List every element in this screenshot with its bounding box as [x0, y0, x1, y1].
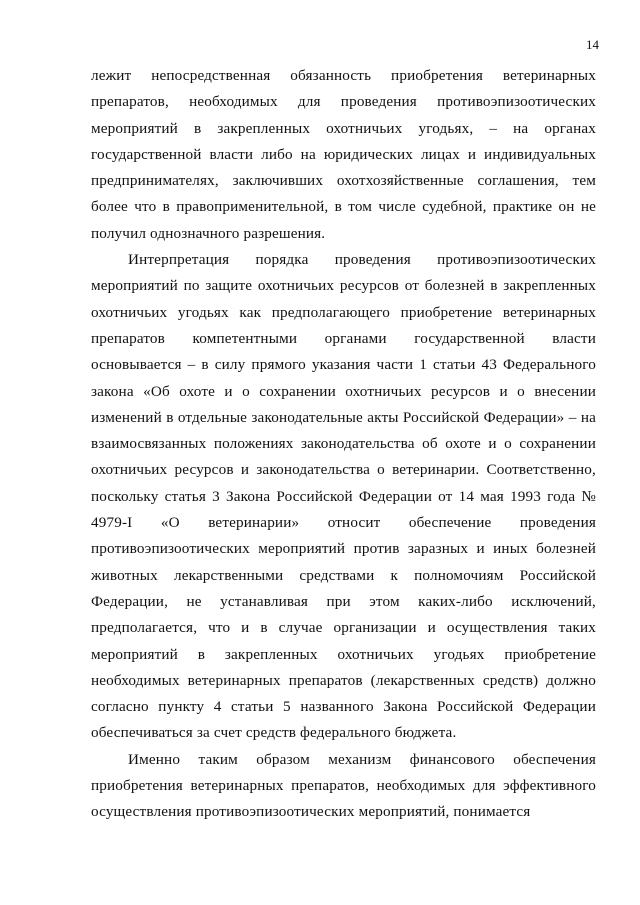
- page-number: 14: [586, 37, 599, 52]
- paragraph-interpretation: Интерпретация порядка проведения противоэпизоотических мероприятий по защите охотничьих ресурсов от болезней в закрепленных охотничьих угодьях как предполагающего приобретение ветеринарных препаратов компетентными органами государственной власти основывается – в силу прямого указания части 1 статьи 43 Федерального закона «Об охоте и о сохранении охотничьих ресурсов и о внесении изменений в отдельные законодательные акты Российской Федерации» – на взаимосвязанных положениях законодательства об охоте и о сохранении охотничьих ресурсов и законодательства о ветеринарии. Соответственно, поскольку статья 3 Закона Российской Федерации от 14 мая 1993 года № 4979-I «О ветеринарии» относит обеспечение проведения противоэпизоотических мероприятий против заразных и иных болезней животных лекарственными средствами к полномочиям Российской Федерации, не устанавливая при этом каких-либо исключений, предполагается, что и в случае организации и осуществления таких мероприятий в закрепленных охотничьих угодьях приобретение необходимых ветеринарных препаратов (лекарственных средств) должно согласно пункту 4 статьи 5 названного Закона Российской Федерации обеспечиваться за счет средств федерального бюджета.: [91, 251, 596, 742]
- paragraph-continuation: лежит непосредственная обязанность приобретения ветеринарных препаратов, необходимых для проведения противоэпизоотических мероприятий в закрепленных охотничьих угодьях, – на органах государственной власти либо на юридических лицах и индивидуальных предпринимателях, заключивших охотхозяйственные соглашения, тем более что в правоприменительной, в том числе судебной, практике он не получил однозначного разрешения.: [91, 67, 596, 242]
- document-body: [91, 63, 596, 826]
- paragraph-mechanism: Именно таким образом механизм финансового обеспечения приобретения ветеринарных препаратов, необходимых для эффективного осуществления противоэпизоотических мероприятий, понимается: [91, 750, 596, 821]
